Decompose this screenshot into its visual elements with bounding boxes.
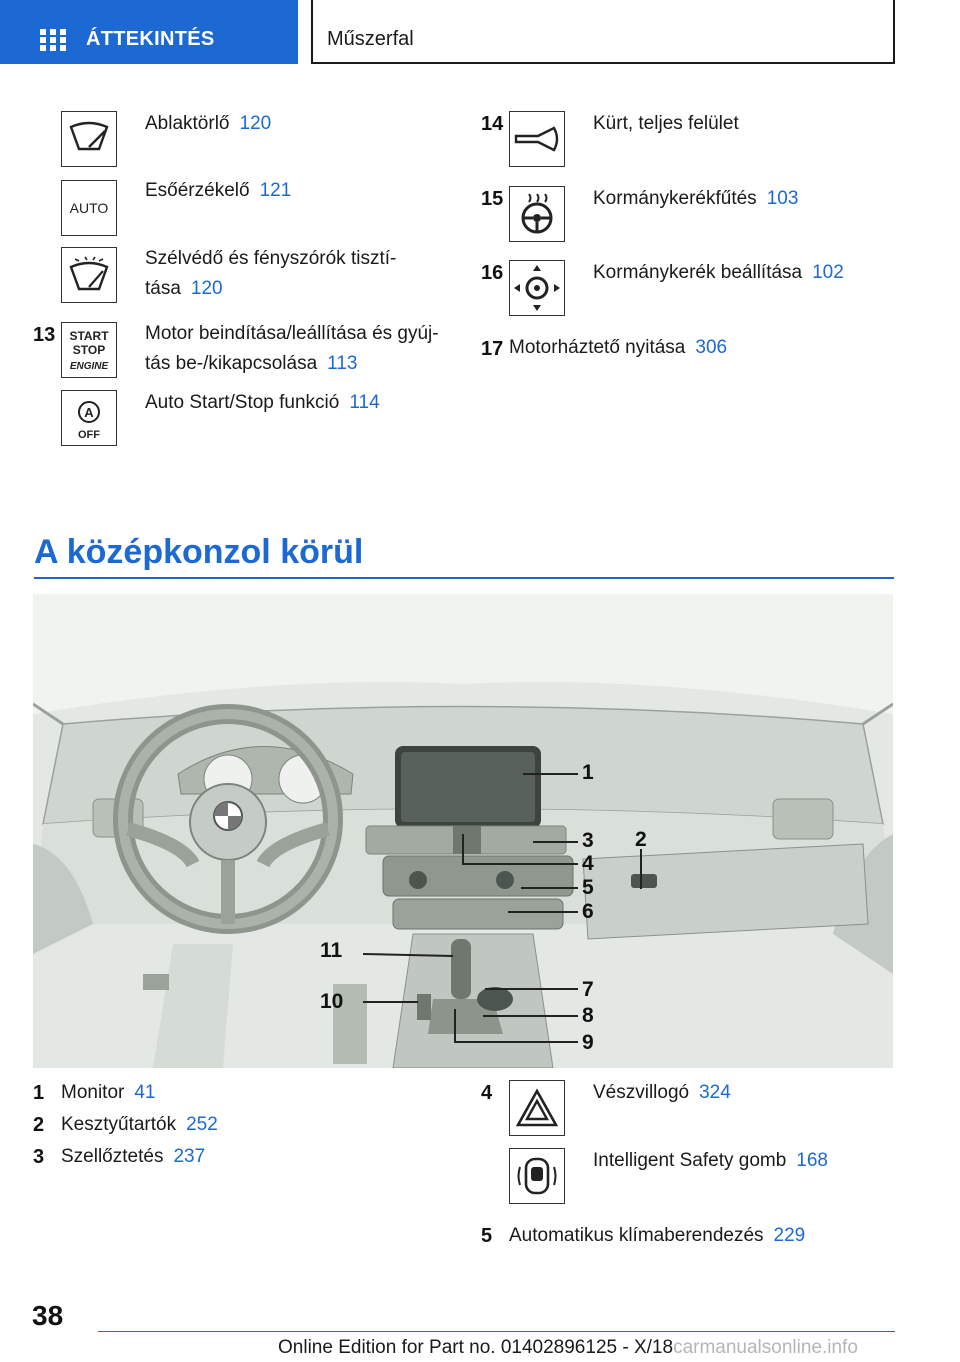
steering-heating-icon <box>509 186 565 242</box>
list-item: Motor beindítása/leállítása és gyúj- tás be-/kikapcsolása 113 <box>145 323 439 374</box>
footer-divider <box>98 1331 895 1332</box>
svg-text:STOP: STOP <box>72 343 106 357</box>
item-number: 1 <box>33 1082 45 1104</box>
svg-text:START: START <box>69 329 109 343</box>
callout-label: 9 <box>582 1031 594 1054</box>
page-link[interactable]: 102 <box>812 262 844 283</box>
auto-start-stop-off-icon <box>61 390 117 446</box>
item-number: 3 <box>33 1146 45 1168</box>
list-item: Esőérzékelő 121 <box>145 180 292 201</box>
page-link[interactable]: 324 <box>699 1082 731 1103</box>
callout-label: 4 <box>582 852 594 875</box>
washer-icon <box>61 247 117 303</box>
page-link[interactable]: 103 <box>766 188 799 209</box>
intelligent-safety-icon <box>509 1148 565 1204</box>
item-number: 2 <box>33 1114 45 1136</box>
svg-text:AUTO: AUTO <box>69 200 109 216</box>
page-link[interactable]: 41 <box>134 1082 156 1103</box>
page-number: 38 <box>32 1300 64 1331</box>
callout-label: 3 <box>582 829 594 852</box>
list-item: Automatikus klímaberendezés 229 <box>509 1225 806 1246</box>
callout-label: 10 <box>320 990 344 1013</box>
wiper-icon <box>61 111 117 167</box>
footer-edition: Online Edition for Part no. 01402896125 - X/18carmanualsonline.info <box>278 1337 858 1358</box>
heading-divider <box>34 577 894 579</box>
callout-label: 6 <box>582 900 594 923</box>
section-heading: A középkonzol körül <box>34 533 364 571</box>
callout-label: 5 <box>582 876 594 899</box>
list-item: Szélvédő és fényszórók tisztí- tása 120 <box>145 248 397 299</box>
page-link[interactable]: 113 <box>327 353 358 374</box>
item-number: 15 <box>481 188 504 210</box>
item-number: 5 <box>481 1225 493 1247</box>
page-link[interactable]: 120 <box>190 278 223 299</box>
section-title: ÁTTEKINTÉS <box>86 28 215 50</box>
page-link[interactable]: 252 <box>186 1114 218 1135</box>
item-number: 16 <box>481 262 504 284</box>
item-number: 13 <box>33 324 56 346</box>
item-number: 17 <box>481 338 504 360</box>
svg-text:A: A <box>84 405 94 420</box>
page-link[interactable]: 120 <box>239 113 272 134</box>
grid-menu-icon[interactable] <box>40 29 66 51</box>
page-link[interactable]: 229 <box>773 1225 806 1246</box>
page-link[interactable]: 306 <box>695 337 728 358</box>
page-link[interactable]: 237 <box>173 1146 206 1167</box>
list-item: Kesztyűtartók 252 <box>61 1114 218 1135</box>
page-link[interactable]: 168 <box>796 1150 828 1171</box>
list-item: Monitor 41 <box>61 1082 156 1103</box>
list-item: Auto Start/Stop funkció 114 <box>145 392 380 413</box>
callout-label: 11 <box>320 939 343 962</box>
page-link[interactable]: 114 <box>349 392 380 413</box>
hazard-icon <box>509 1080 565 1136</box>
svg-text:ENGINE: ENGINE <box>69 361 109 372</box>
header-section-tab[interactable] <box>0 0 298 64</box>
list-item: Kormánykerékfűtés 103 <box>593 188 799 209</box>
list-item: Ablaktörlő 120 <box>145 113 272 134</box>
list-item: Kormánykerék beállítása 102 <box>593 262 844 283</box>
list-item: Kürt, teljes felület <box>593 113 739 134</box>
callout-label: 2 <box>635 828 647 851</box>
svg-text:OFF: OFF <box>78 429 100 441</box>
chapter-title: Műszerfal <box>327 28 414 50</box>
auto-rain-sensor-icon <box>61 180 117 236</box>
callout-label: 7 <box>582 978 594 1001</box>
header-chapter-box <box>311 0 895 64</box>
list-item: Intelligent Safety gomb 168 <box>593 1150 828 1171</box>
item-number: 14 <box>481 113 504 135</box>
start-stop-engine-icon <box>61 322 117 378</box>
center-console-illustration <box>33 594 893 1068</box>
steering-adjust-icon <box>509 260 565 316</box>
callout-label: 1 <box>582 761 594 784</box>
list-item: Szellőztetés 237 <box>61 1146 206 1167</box>
page-link[interactable]: 121 <box>259 180 292 201</box>
item-number: 4 <box>481 1082 493 1104</box>
horn-icon <box>509 111 565 167</box>
list-item: Vészvillogó 324 <box>593 1082 731 1103</box>
list-item: Motorháztető nyitása 306 <box>509 337 728 358</box>
watermark: carmanualsonline.info <box>673 1337 858 1358</box>
callout-label: 8 <box>582 1004 594 1027</box>
